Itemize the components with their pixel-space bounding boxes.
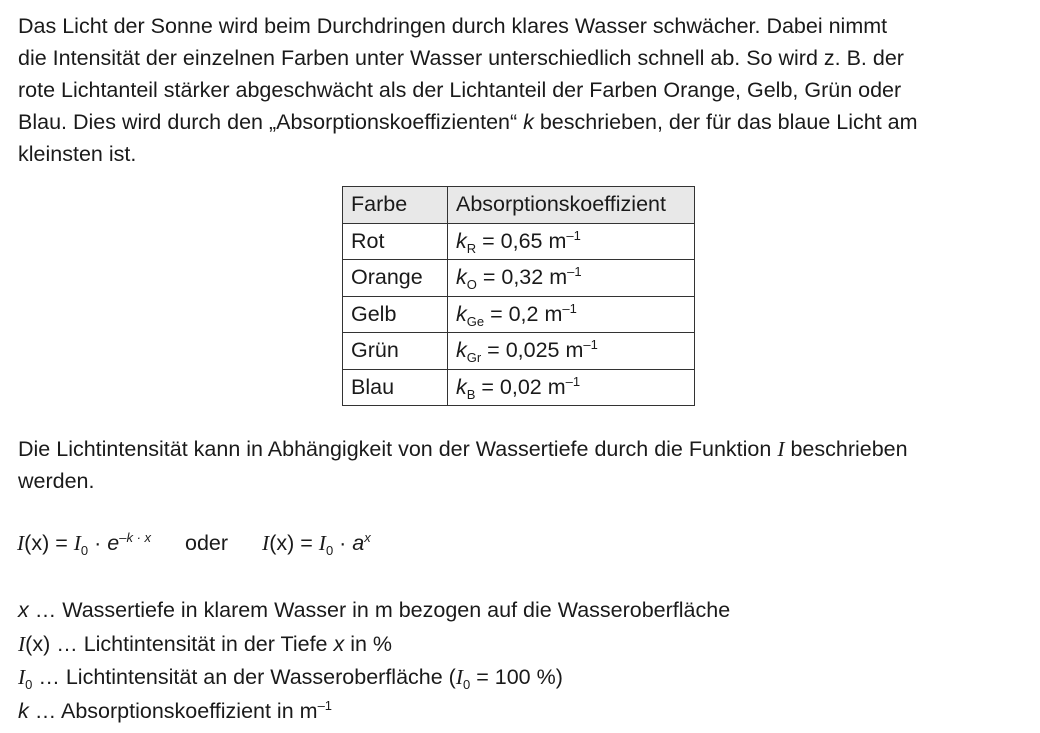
- intro-line-4-start: Blau. Dies wird durch den „Absorptionskoeffizienten“: [18, 110, 524, 134]
- coefficient-cell: [448, 369, 695, 406]
- formula-line: [17, 527, 371, 559]
- table-row: [343, 296, 695, 333]
- intro-line-1: Das Licht der Sonne wird beim Durchdringen durch klares Wasser schwächer. Dabei nimmt: [18, 14, 888, 38]
- table-row: [343, 223, 695, 260]
- color-cell: Gelb: [343, 296, 448, 333]
- k-symbol: k: [456, 301, 467, 326]
- color-cell: Grün: [343, 333, 448, 370]
- k-symbol: k: [456, 228, 467, 253]
- color-cell: Rot: [343, 223, 448, 260]
- function-line-1: [18, 433, 1018, 465]
- def-I-x: x: [333, 631, 345, 656]
- unit-exponent: –1: [562, 300, 577, 316]
- intro-line-3: rote Lichtanteil stärker abgeschwächt als der Lichtanteil der Farben Orange, Gelb, Grün oder: [18, 78, 902, 102]
- formula-I0: I: [318, 531, 326, 555]
- def-I-var: I: [18, 631, 26, 656]
- intro-paragraph: [18, 10, 1018, 170]
- formula-args: (x) =: [269, 531, 319, 555]
- function-line-2: werden.: [18, 469, 95, 493]
- formula-a: a: [352, 531, 365, 555]
- formula-I0: I: [73, 531, 81, 555]
- k-subscript: O: [466, 277, 477, 293]
- def-I-text-a: … Lichtintensität in der Tiefe: [50, 631, 334, 656]
- k-symbol: k: [456, 265, 467, 290]
- unit-exponent: –1: [565, 373, 581, 389]
- definition-Ix: [18, 628, 730, 662]
- def-I0-var: I: [18, 665, 26, 689]
- function-I-symbol: I: [777, 437, 785, 461]
- header-farbe: Farbe: [343, 187, 448, 224]
- coefficient-cell: [448, 223, 695, 260]
- k-symbol: k: [456, 374, 467, 399]
- intro-line-4-end: beschrieben, der für das blaue Licht am: [533, 110, 918, 134]
- def-I0-sub2: 0: [463, 677, 471, 692]
- definition-x: [18, 594, 730, 628]
- k-subscript: R: [466, 240, 477, 256]
- table-header-row: [343, 187, 695, 224]
- color-cell: Orange: [343, 260, 448, 297]
- def-x-text: … Wassertiefe in klarem Wasser in m bezogen auf die Wasseroberfläche: [28, 598, 731, 622]
- def-I0-var2: I: [455, 665, 464, 689]
- unit-exponent: –1: [566, 227, 581, 243]
- def-I0-text-a: … Lichtintensität an der Wasseroberfläche (: [32, 665, 456, 689]
- formula-e: e: [107, 531, 120, 555]
- formula-power: [262, 530, 371, 558]
- coefficient-value: = 0,65 m: [476, 228, 567, 253]
- definitions-list: [18, 594, 730, 728]
- intro-k-variable: k: [523, 110, 534, 134]
- def-I0-sub: 0: [25, 677, 33, 692]
- function-line-1-end: beschrieben: [784, 437, 908, 461]
- header-absorptionskoeffizient: Absorptionskoeffizient: [448, 187, 695, 224]
- formula-dot: ·: [88, 531, 108, 555]
- def-I-args: (x): [25, 631, 51, 656]
- intro-line-5: kleinsten ist.: [18, 142, 137, 166]
- coefficient-cell: [448, 296, 695, 333]
- k-symbol: k: [456, 338, 467, 363]
- formula-args: (x) =: [24, 531, 74, 555]
- k-subscript: Gr: [466, 350, 482, 366]
- coefficient-value: = 0,32 m: [476, 265, 568, 290]
- def-I0-text-b: = 100 %): [470, 665, 563, 689]
- k-subscript: B: [466, 386, 476, 402]
- definition-k: [18, 695, 730, 729]
- coefficient-cell: [448, 333, 695, 370]
- table-row: [343, 369, 695, 406]
- formula-e-exponent: –k · x: [119, 530, 152, 545]
- formula-a-exponent: x: [364, 530, 371, 545]
- def-k-text: … Absorptionskoeffizient in m: [28, 698, 318, 723]
- function-paragraph: [18, 433, 1018, 497]
- table-row: [343, 333, 695, 370]
- formula-I0-sub: 0: [325, 543, 334, 558]
- unit-exponent: –1: [583, 337, 598, 353]
- intro-line-4: [18, 106, 1018, 138]
- formula-I: I: [17, 531, 25, 555]
- unit-exponent: –1: [567, 264, 582, 280]
- def-k-exp: –1: [317, 697, 333, 713]
- def-I-text-b: in %: [344, 631, 393, 656]
- coefficient-value: = 0,02 m: [475, 374, 566, 399]
- formula-I: I: [262, 531, 270, 555]
- coefficient-value: = 0,2 m: [484, 301, 563, 326]
- formula-dot: ·: [333, 531, 353, 555]
- coefficient-cell: [448, 260, 695, 297]
- coefficient-value: = 0,025 m: [481, 338, 584, 363]
- formula-I0-sub: 0: [80, 543, 89, 558]
- table-row: [343, 260, 695, 297]
- def-x-var: x: [18, 598, 29, 622]
- color-cell: Blau: [343, 369, 448, 406]
- formula-oder: oder: [185, 531, 229, 555]
- absorption-table: [342, 186, 695, 406]
- k-subscript: Ge: [466, 313, 485, 329]
- formula-exponential: [17, 530, 152, 558]
- def-k-var: k: [18, 698, 29, 723]
- function-line-1-start: Die Lichtintensität kann in Abhängigkeit von der Wassertiefe durch die Funktion: [18, 437, 778, 461]
- intro-line-2: die Intensität der einzelnen Farben unter Wasser unterschiedlich schnell ab. So wird z. B. der: [18, 46, 904, 70]
- definition-I0: [18, 661, 730, 695]
